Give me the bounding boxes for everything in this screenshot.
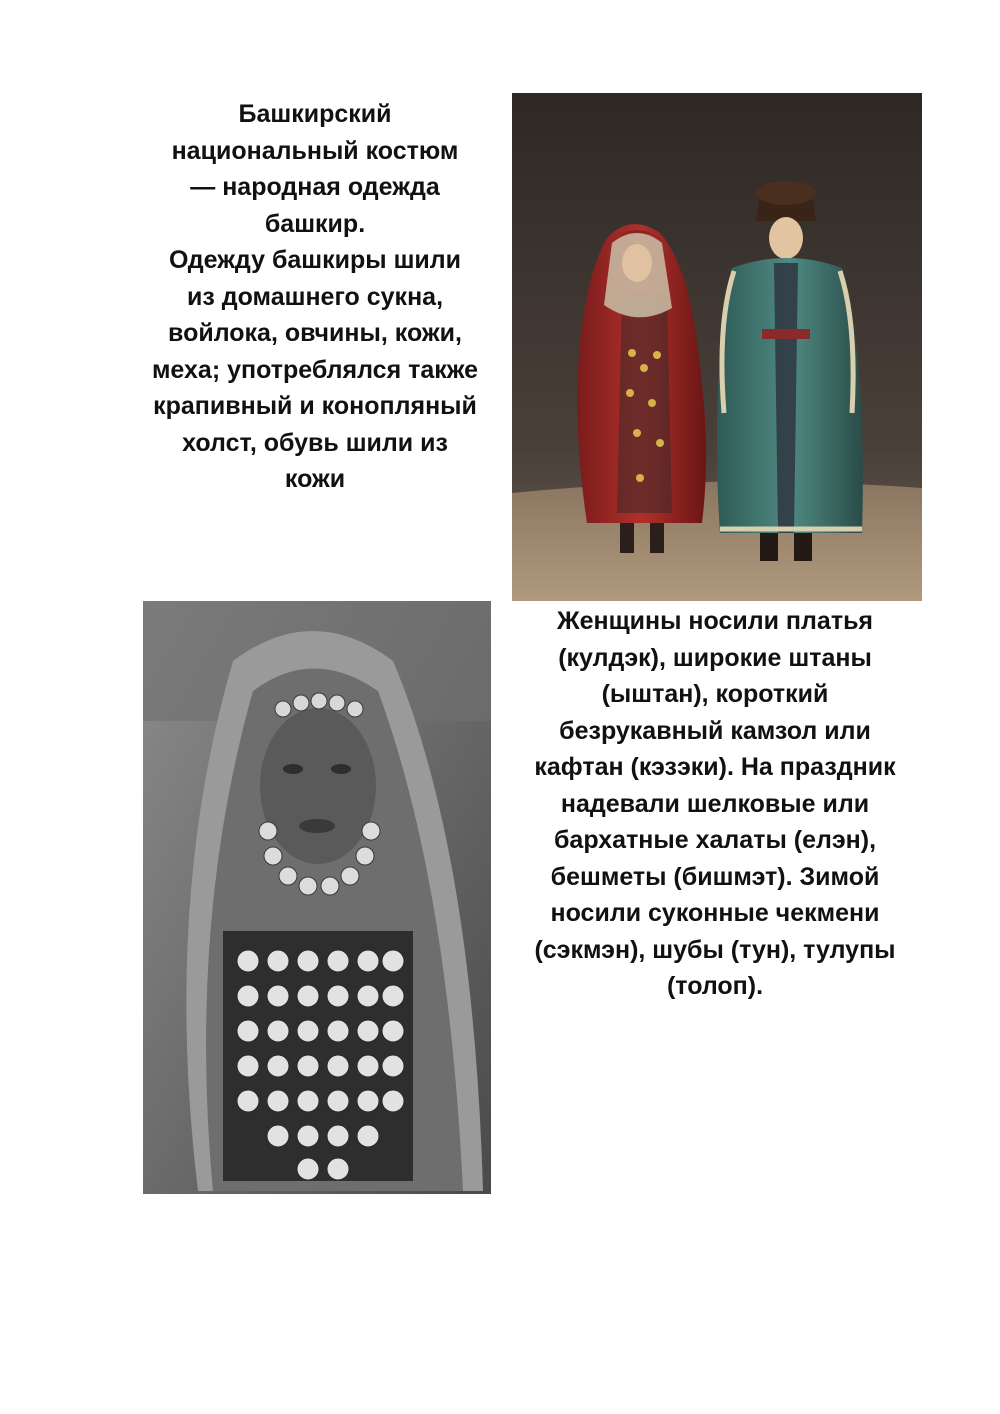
women-clothing-text: Женщины носили платья (кулдэк), широкие штаны (ыштан), короткий безрукавный камзол или кафтан (кэзэки). На праздник надевали шелковые или бархатные халаты (елэн), бешметы (бишмэт). Зимой носили суконные чекмени (сэкмэн), шубы (тун), тулупы (толоп). <box>534 607 896 1000</box>
woman-photo <box>143 601 491 1194</box>
intro-text: Башкирский национальный костюм — народная одежда башкир. Одежду башкиры шили из домашнего сукна, войлока, овчины, кожи, меха; употреблялся также крапивный и конопляный холст, обувь шили из кожи <box>151 100 479 493</box>
couple-photo <box>512 93 922 601</box>
